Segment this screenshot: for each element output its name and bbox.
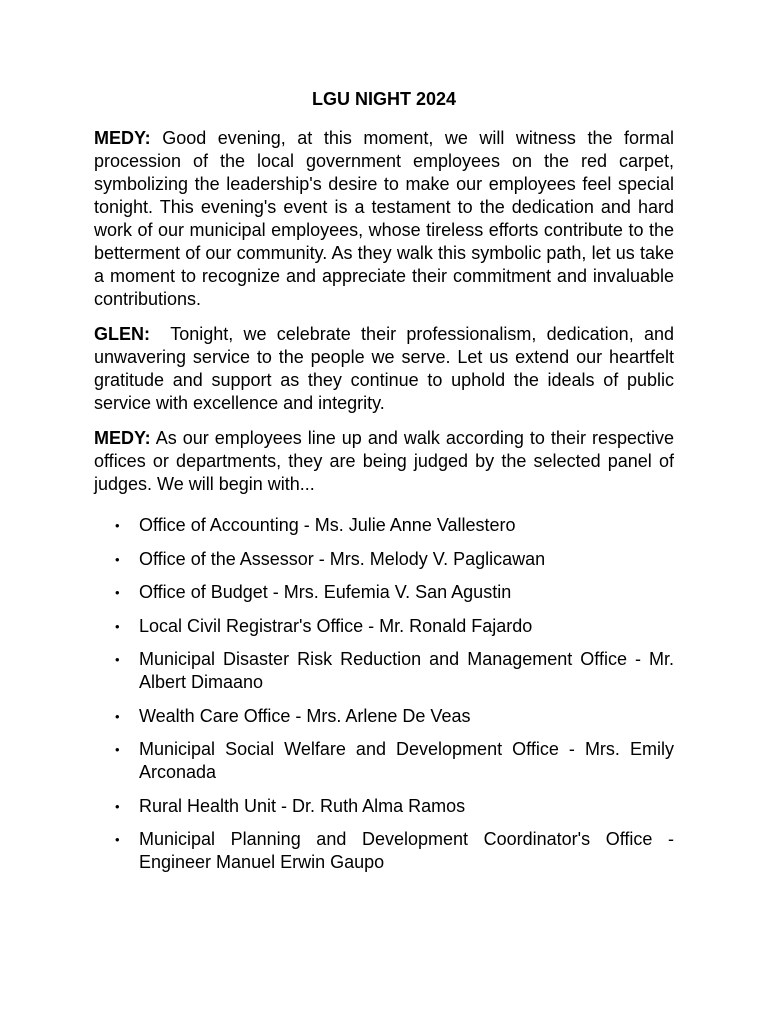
list-item bbox=[94, 615, 674, 638]
document-title: LGU NIGHT 2024 bbox=[311, 89, 457, 109]
list-item bbox=[94, 514, 674, 537]
list-item bbox=[94, 828, 674, 874]
speaker-label: MEDY: bbox=[94, 128, 151, 148]
bullet-icon: • bbox=[115, 585, 120, 600]
list-item bbox=[94, 795, 674, 818]
office-entry: Wealth Care Office - Mrs. Arlene De Veas bbox=[139, 705, 471, 726]
list-item bbox=[94, 648, 674, 694]
list-item bbox=[94, 738, 674, 784]
script-paragraph bbox=[94, 127, 674, 311]
office-entry: Office of the Assessor - Mrs. Melody V. Paglicawan bbox=[139, 548, 546, 569]
list-item bbox=[94, 581, 674, 604]
office-entry: Office of Budget - Mrs. Eufemia V. San Agustin bbox=[139, 582, 512, 602]
paragraph-text: As our employees line up and walk according to their respective offices or departments, they are being judged by the selected panel of judges. We will begin with... bbox=[94, 428, 674, 494]
office-entry: Rural Health Unit - Dr. Ruth Alma Ramos bbox=[139, 795, 466, 816]
bullet-icon: • bbox=[115, 742, 120, 757]
office-entry: Municipal Social Welfare and Development Office - Mrs. Emily Arconada bbox=[139, 739, 674, 782]
office-entry: Local Civil Registrar's Office - Mr. Ronald Fajardo bbox=[139, 615, 533, 636]
office-entry: Municipal Disaster Risk Reduction and Management Office - Mr. Albert Dimaano bbox=[139, 649, 674, 692]
speaker-label: GLEN: bbox=[94, 324, 150, 344]
bullet-icon: • bbox=[115, 551, 120, 567]
script-paragraph bbox=[94, 323, 674, 415]
bullet-icon: • bbox=[115, 652, 120, 667]
paragraph-text: Tonight, we celebrate their professionalism, dedication, and unwavering service to the people we serve. Let us extend our heartfelt gratitude and support as they continue to uphold the ideals of public service with excellence and integrity. bbox=[94, 324, 674, 413]
bullet-icon: • bbox=[115, 618, 120, 634]
bullet-icon: • bbox=[115, 798, 120, 814]
script-paragraph bbox=[94, 427, 674, 496]
document-page bbox=[94, 88, 674, 885]
speaker-label: MEDY: bbox=[94, 428, 151, 448]
bullet-icon: • bbox=[115, 708, 120, 724]
list-item bbox=[94, 705, 674, 728]
office-list bbox=[94, 514, 674, 874]
office-entry: Office of Accounting - Ms. Julie Anne Vallestero bbox=[139, 515, 516, 535]
bullet-icon: • bbox=[115, 518, 120, 533]
bullet-icon: • bbox=[115, 832, 120, 847]
office-entry: Municipal Planning and Development Coordinator's Office - Engineer Manuel Erwin Gaupo bbox=[139, 829, 674, 872]
list-item bbox=[94, 548, 674, 571]
paragraph-text: Good evening, at this moment, we will witness the formal procession of the local government employees on the red carpet, symbolizing the leadership's desire to make our employees feel special tonight. This evening's event is a testament to the dedication and hard work of our municipal employees, whose tireless efforts contribute to the betterment of our community. As they walk this symbolic path, let us take a moment to recognize and appreciate their commitment and invaluable contributions. bbox=[94, 128, 674, 309]
